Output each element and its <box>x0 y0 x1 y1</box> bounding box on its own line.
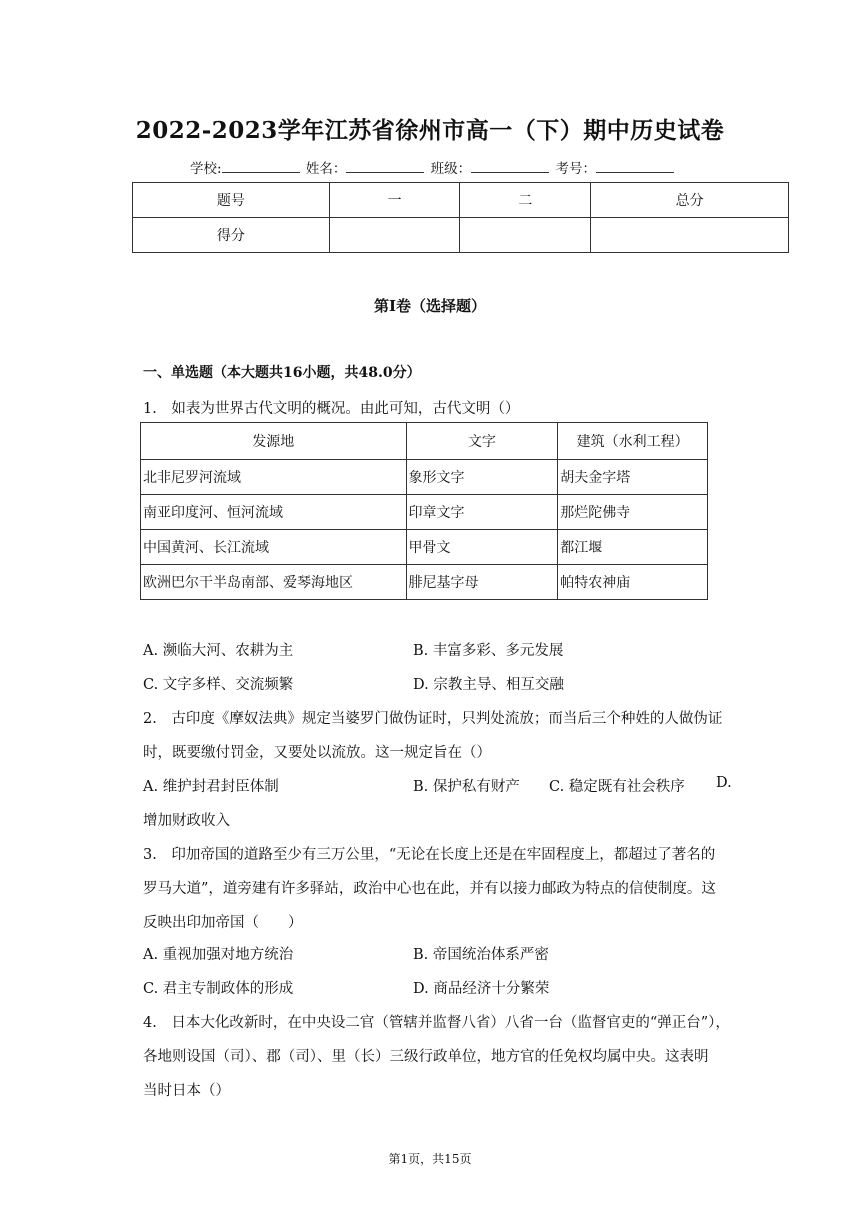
table-row <box>141 495 708 530</box>
civ-cell: 印章文字 <box>406 495 558 530</box>
civ-cell: 象形文字 <box>406 460 558 495</box>
name-blank[interactable] <box>346 160 424 173</box>
student-info-line <box>190 157 676 177</box>
exam-title: 2022-2023学年江苏省徐州市高一（下）期中历史试卷 <box>135 117 725 144</box>
question-3-line-1: 3. 印加帝国的道路至少有三万公里，“无论在长度上还是在牢固程度上，都超过了著名的 <box>143 847 716 863</box>
question-3-option-d[interactable]: D. 商品经济十分繁荣 <box>413 981 550 997</box>
civ-cell: 甲骨文 <box>406 530 558 565</box>
question-2-option-b[interactable]: B. 保护私有财产 <box>413 779 520 795</box>
question-4-line-1: 4. 日本大化改新时，在中央设二官（管辖并监督八省）八省一台（监督官吏的“弹正台”）， <box>143 1015 730 1031</box>
question-1-option-a[interactable]: A. 濒临大河、农耕为主 <box>143 643 294 659</box>
question-2-option-c[interactable]: C. 稳定既有社会秩序 <box>549 779 685 795</box>
civ-cell: 欧洲巴尔干半岛南部、爱琴海地区 <box>141 565 407 600</box>
question-2-option-a[interactable]: A. 维护封君封臣体制 <box>143 779 279 795</box>
table-row <box>141 460 708 495</box>
question-2-option-d-text[interactable]: 增加财政收入 <box>143 813 230 829</box>
question-3-option-c[interactable]: C. 君主专制政体的形成 <box>143 981 294 997</box>
score-cell <box>329 218 460 253</box>
class-label: 班级： <box>430 161 472 177</box>
civ-cell: 那烂陀佛寺 <box>558 495 708 530</box>
civ-cell: 北非尼罗河流域 <box>141 460 407 495</box>
civ-cell: 中国黄河、长江流域 <box>141 530 407 565</box>
table-row <box>141 565 708 600</box>
score-row-label: 得分 <box>133 218 330 253</box>
question-3-line-2: 罗马大道”，道旁建有许多驿站，政治中心也在此，并有以接力邮政为特点的信使制度。这 <box>143 881 716 897</box>
score-header-cell: 总分 <box>591 183 789 218</box>
score-header-cell: 一 <box>329 183 460 218</box>
exam-number-blank[interactable] <box>596 160 674 173</box>
question-1-stem: 1. 如表为世界古代文明的概况。由此可知，古代文明（） <box>143 401 520 417</box>
question-1-option-c[interactable]: C. 文字多样、交流频繁 <box>143 677 294 693</box>
civ-cell: 南亚印度河、恒河流域 <box>141 495 407 530</box>
table-row <box>141 530 708 565</box>
score-cell <box>460 218 591 253</box>
civilization-table-header-row <box>141 423 708 460</box>
score-header-cell: 题号 <box>133 183 330 218</box>
civ-cell: 腓尼基字母 <box>406 565 558 600</box>
school-blank[interactable] <box>222 160 300 173</box>
question-4-line-3: 当时日本（） <box>143 1083 230 1099</box>
page-footer: 第1页，共15页 <box>388 1152 472 1166</box>
exam-number-label: 考号： <box>555 161 596 177</box>
question-2-option-d[interactable]: D. <box>716 775 732 791</box>
score-table-row <box>133 218 789 253</box>
score-table <box>132 182 789 253</box>
question-4-line-2: 各地则设国（司）、郡（司）、里（长）三级行政单位，地方官的任免权均属中央。这表明 <box>143 1049 709 1065</box>
civ-cell: 都江堰 <box>558 530 708 565</box>
question-2-line-1: 2. 古印度《摩奴法典》规定当婆罗门做伪证时，只判处流放；而当后三个种姓的人做伪证 <box>143 711 723 727</box>
question-2-line-2: 时，既要缴付罚金，又要处以流放。这一规定旨在（） <box>143 745 491 761</box>
civ-cell: 帕特农神庙 <box>558 565 708 600</box>
question-3-line-3: 反映出印加帝国（ ） <box>143 915 303 931</box>
civ-header-cell: 建筑（水利工程） <box>558 423 708 460</box>
school-label: 学校: <box>190 161 222 177</box>
section-title: 第Ⅰ卷（选择题） <box>373 297 487 315</box>
name-label: 姓名： <box>305 161 347 177</box>
question-1-option-b[interactable]: B. 丰富多彩、多元发展 <box>413 643 564 659</box>
class-blank[interactable] <box>471 160 549 173</box>
civ-header-cell: 文字 <box>406 423 558 460</box>
question-3-option-b[interactable]: B. 帝国统治体系严密 <box>413 947 549 963</box>
score-table-header-row <box>133 183 789 218</box>
part-one-heading: 一、单选题（本大题共16小题，共48.0分） <box>143 365 421 381</box>
question-1-option-d[interactable]: D. 宗教主导、相互交融 <box>413 677 564 693</box>
civ-header-cell: 发源地 <box>141 423 407 460</box>
score-cell <box>591 218 789 253</box>
question-3-option-a[interactable]: A. 重视加强对地方统治 <box>143 947 294 963</box>
score-header-cell: 二 <box>460 183 591 218</box>
civilization-table <box>140 422 708 600</box>
civ-cell: 胡夫金字塔 <box>558 460 708 495</box>
